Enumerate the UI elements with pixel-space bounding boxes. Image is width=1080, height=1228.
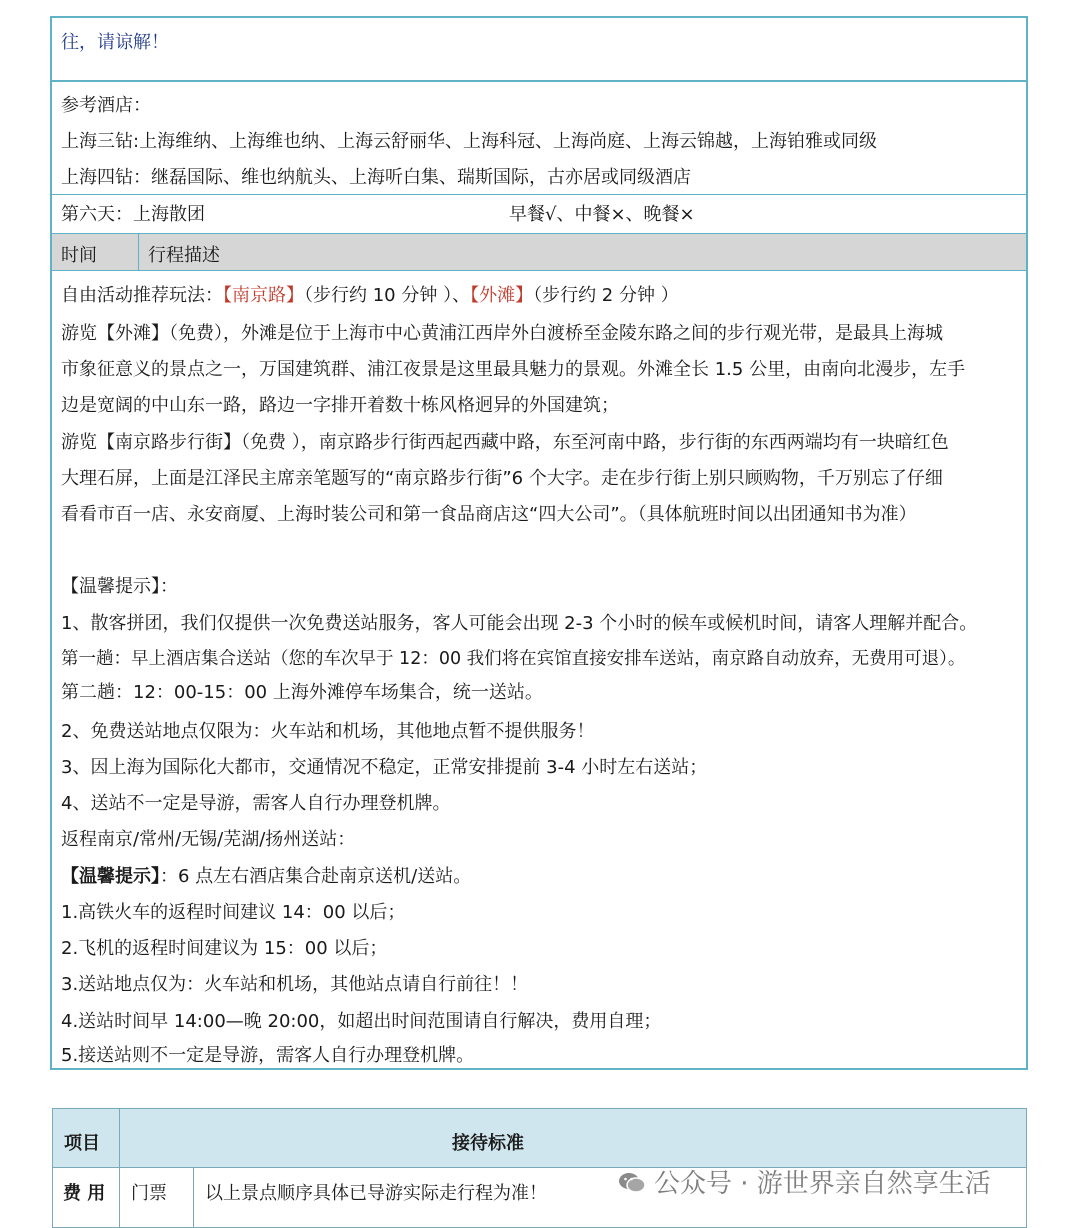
bund-paragraph-line: 边是宽阔的中山东一路，路边一字排开着数十栋风格迥异的外国建筑； [61,395,619,416]
ticket-standard-text: 以上景点顺序具体已导游实际走行程为准！ [205,1183,547,1204]
bund-paragraph-line: 市象征意义的景点之一，万国建筑群、浦江夜景是这里最具魅力的景观。外滩全长 1.5 公里，由南向北漫步，左手 [61,359,966,380]
tip-item: 第二趟：12：00-15：00 上海外滩停车场集合，统一送站。 [61,682,543,703]
nanjing-road-paragraph-line: 游览【南京路步行街】（免费 ），南京路步行街西起西藏中路，东至河南中路，步行街的东西两端均有一块暗红色 [61,432,949,453]
row-divider [50,270,1028,271]
column-divider [138,234,139,270]
standards-col-item: 项目 [64,1133,100,1154]
return-item: 2.飞机的返程时间建议为 15：00 以后； [61,938,388,959]
row-divider [50,194,1028,195]
column-description: 行程描述 [148,245,220,266]
nanjing-road-paragraph-line: 看看市百一店、永安商厦、上海时装公司和第一食品商店这“四大公司”。（具体航班时间以出团通知书为准） [61,504,917,525]
day6-meals: 早餐√、中餐×、晚餐× [509,204,695,225]
bund-paragraph-line: 游览【外滩】（免费），外滩是位于上海市中心黄浦江西岸外白渡桥至金陵东路之间的步行观光带，是最具上海城 [61,323,943,344]
return-item: 5.接送站则不一定是导游，需客人自行办理登机牌。 [61,1045,475,1066]
tip-item: 4、送站不一定是导游，需客人自行办理登机牌。 [61,793,451,814]
watermark-text: 公众号 · 游世界亲自然享生活 [654,1169,991,1199]
top-note: 往，请谅解！ [61,32,169,53]
standards-col-standard: 接待标准 [452,1133,524,1154]
hotels-three-diamond: 上海三钻:上海维纳、上海维也纳、上海云舒丽华、上海科冠、上海尚庭、上海云锦越，上海铂雅或同级 [61,131,878,152]
standards-header-row [53,1109,1026,1167]
walk-time-2: （步行约 2 分钟 ） [533,285,679,306]
free-activity-prefix: 自由活动推荐玩法： [61,285,223,306]
wechat-icon [618,1171,646,1195]
watermark [618,1163,991,1200]
tip-item: 2、免费送站地点仅限为：火车站和机场，其他地点暂不提供服务！ [61,721,595,742]
tips-heading: 【温馨提示】： [61,576,178,597]
hotels-heading: 参考酒店： [61,95,151,116]
return-heading: 返程南京/常州/无锡/芜湖/扬州送站： [61,829,356,850]
nanjing-road-highlight: 【南京路】 [223,285,304,306]
return-item: 4.送站时间早 14:00—晚 20:00，如超出时间范围请自行解决，费用自理； [61,1011,662,1032]
tip-item: 1、散客拼团，我们仅提供一次免费送站服务，客人可能会出现 2-3 个小时的候车或候机时间，请客人理解并配合。 [61,613,978,634]
fee-category: 费 用 [63,1183,106,1204]
row-divider [50,80,1028,82]
return-item: 1.高铁火车的返程时间建议 14：00 以后； [61,902,406,923]
bund-highlight: 【外滩】 [470,285,534,306]
table-top-border [50,16,1028,18]
table-bottom-border [50,1068,1028,1070]
second-tip-line [61,865,471,889]
row-divider [50,233,1028,234]
hotels-four-diamond: 上海四钻：继磊国际、维也纳航头、上海听白集、瑞斯国际，古亦居或同级酒店 [61,167,691,188]
column-divider [119,1108,120,1228]
second-tip-text: ：6 点左右酒店集合赴南京送机/送站。 [160,866,472,887]
nanjing-road-paragraph-line: 大理石屏，上面是江泽民主席亲笔题写的“南京路步行街”6 个大字。走在步行街上别只顾购物，千万别忘了仔细 [61,468,943,489]
tip-item: 第一趟：早上酒店集合送站（您的车次早于 12：00 我们将在宾馆直接安排车送站，南京路自动放弃，无费用可退）。 [61,649,966,669]
ticket-subcategory: 门票 [131,1183,167,1204]
return-item: 3.送站地点仅为：火车站和机场，其他站点请自行前往！！ [61,974,529,995]
free-activity-line [61,284,679,308]
day6-title: 第六天：上海散团 [61,204,205,225]
tip-item: 3、因上海为国际化大都市，交通情况不稳定，正常安排提前 3-4 小时左右送站； [61,757,708,778]
column-time: 时间 [61,245,97,266]
column-divider [193,1167,194,1227]
second-tip-label: 【温馨提示】 [61,866,160,887]
walk-time-1: （步行约 10 分钟 ）、 [304,285,471,306]
